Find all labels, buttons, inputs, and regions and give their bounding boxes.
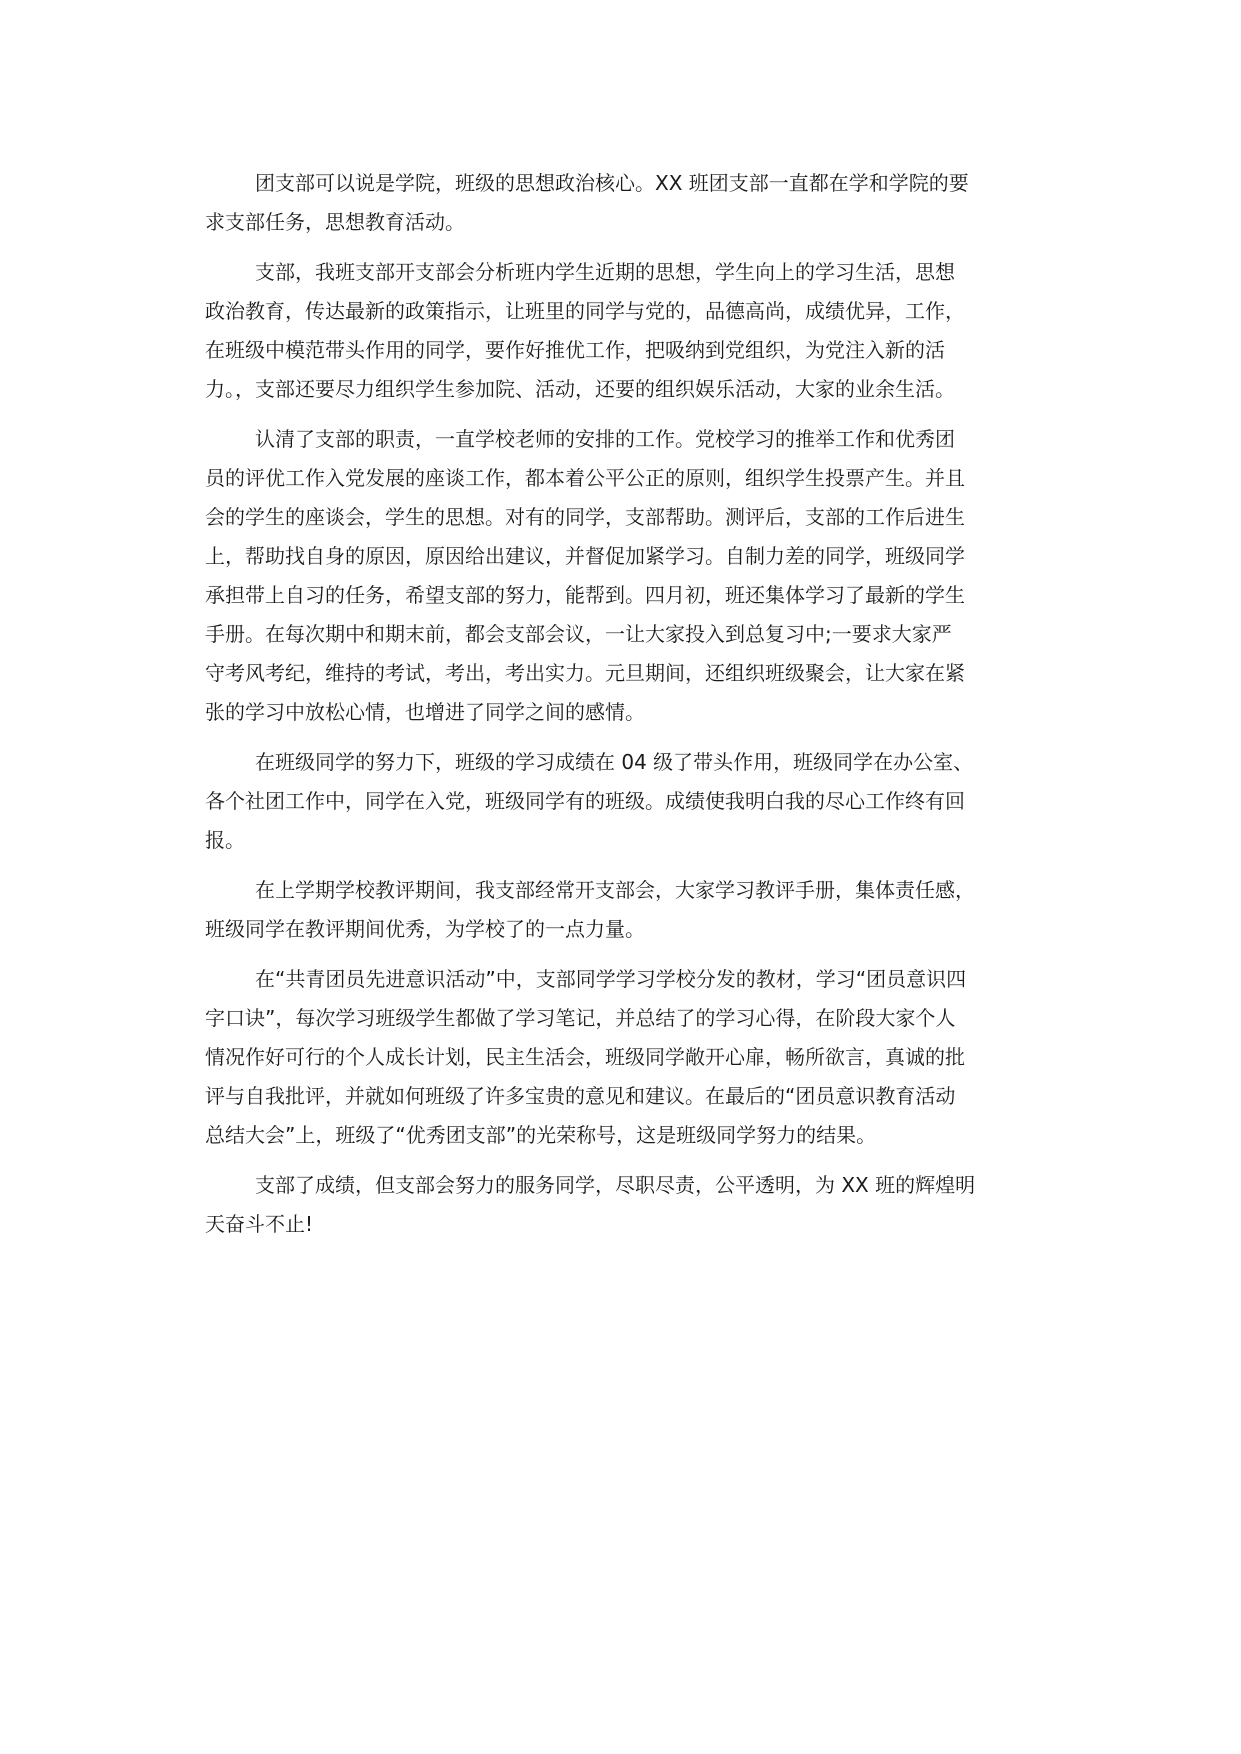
text-line: 天奋斗不止! <box>205 1212 314 1236</box>
text-line: 手册。在每次期中和期末前，都会支部会议，一让大家投入到总复习中;一要求大家严 <box>205 622 952 646</box>
text-line: 总结大会”上，班级了“优秀团支部”的光荣称号，这是班级同学努力的结果。 <box>205 1123 877 1147</box>
text-line: 支部了成绩，但支部会努力的服务同学，尽职尽责，公平透明，为 XX 班的辉煌明 <box>255 1173 976 1197</box>
text-line: 评与自我批评，并就如何班级了许多宝贵的意见和建议。在最后的“团员意识教育活动 <box>205 1084 956 1108</box>
text-line: 报。 <box>205 828 245 852</box>
text-line: 力。，支部还要尽力组织学生参加院、活动，还要的组织娱乐活动，大家的业余生活。 <box>205 377 955 401</box>
text-line: 情况作好可行的个人成长计划，民主生活会，班级同学敞开心扉，畅所欲言，真诚的批 <box>205 1045 965 1069</box>
paragraph-1 <box>205 164 1045 242</box>
text-line: 会的学生的座谈会，学生的思想。对有的同学，支部帮助。测评后，支部的工作后进生 <box>205 505 965 529</box>
text-line: 在上学期学校教评期间，我支部经常开支部会，大家学习教评手册，集体责任感， <box>255 878 975 902</box>
paragraph-4 <box>205 743 1045 860</box>
text-line: 上，帮助找自身的原因，原因给出建议，并督促加紧学习。自制力差的同学，班级同学 <box>205 544 965 568</box>
text-line: 认清了支部的职责，一直学校老师的安排的工作。党校学习的推举工作和优秀团 <box>255 427 955 451</box>
text-line: 张的学习中放松心情，也增进了同学之间的感情。 <box>205 700 645 724</box>
paragraph-7 <box>205 1166 1045 1244</box>
text-line: 在班级同学的努力下，班级的学习成绩在 04 级了带头作用，班级同学在办公室、 <box>255 750 974 774</box>
paragraph-5 <box>205 871 1045 949</box>
text-line: 字口诀”，每次学习班级学生都做了学习笔记，并总结了的学习心得，在阶段大家个人 <box>205 1006 956 1030</box>
text-line: 守考风考纪，维持的考试，考出，考出实力。元旦期间，还组织班级聚会，让大家在紧 <box>205 661 965 685</box>
text-line: 在“共青团员先进意识活动”中，支部同学学习学校分发的教材，学习“团员意识四 <box>255 967 967 991</box>
text-line: 在班级中模范带头作用的同学，要作好推优工作，把吸纳到党组织，为党注入新的活 <box>205 338 945 362</box>
text-line: 政治教育，传达最新的政策指示，让班里的同学与党的，品德高尚，成绩优异，工作， <box>205 299 965 323</box>
text-line: 团支部可以说是学院，班级的思想政治核心。XX 班团支部一直都在学和学院的要 <box>255 171 969 195</box>
document-body <box>205 164 1045 1255</box>
text-line: 班级同学在教评期间优秀，为学校了的一点力量。 <box>205 917 645 941</box>
text-line: 承担带上自习的任务，希望支部的努力，能帮到。四月初，班还集体学习了最新的学生 <box>205 583 965 607</box>
text-line: 求支部任务，思想教育活动。 <box>205 210 465 234</box>
text-line: 各个社团工作中，同学在入党，班级同学有的班级。成绩使我明白我的尽心工作终有回 <box>205 789 965 813</box>
text-line: 员的评优工作入党发展的座谈工作，都本着公平公正的原则，组织学生投票产生。并且 <box>205 466 965 490</box>
paragraph-3 <box>205 420 1045 732</box>
paragraph-2 <box>205 253 1045 409</box>
paragraph-6 <box>205 960 1045 1155</box>
text-line: 支部，我班支部开支部会分析班内学生近期的思想，学生向上的学习生活，思想 <box>255 260 955 284</box>
